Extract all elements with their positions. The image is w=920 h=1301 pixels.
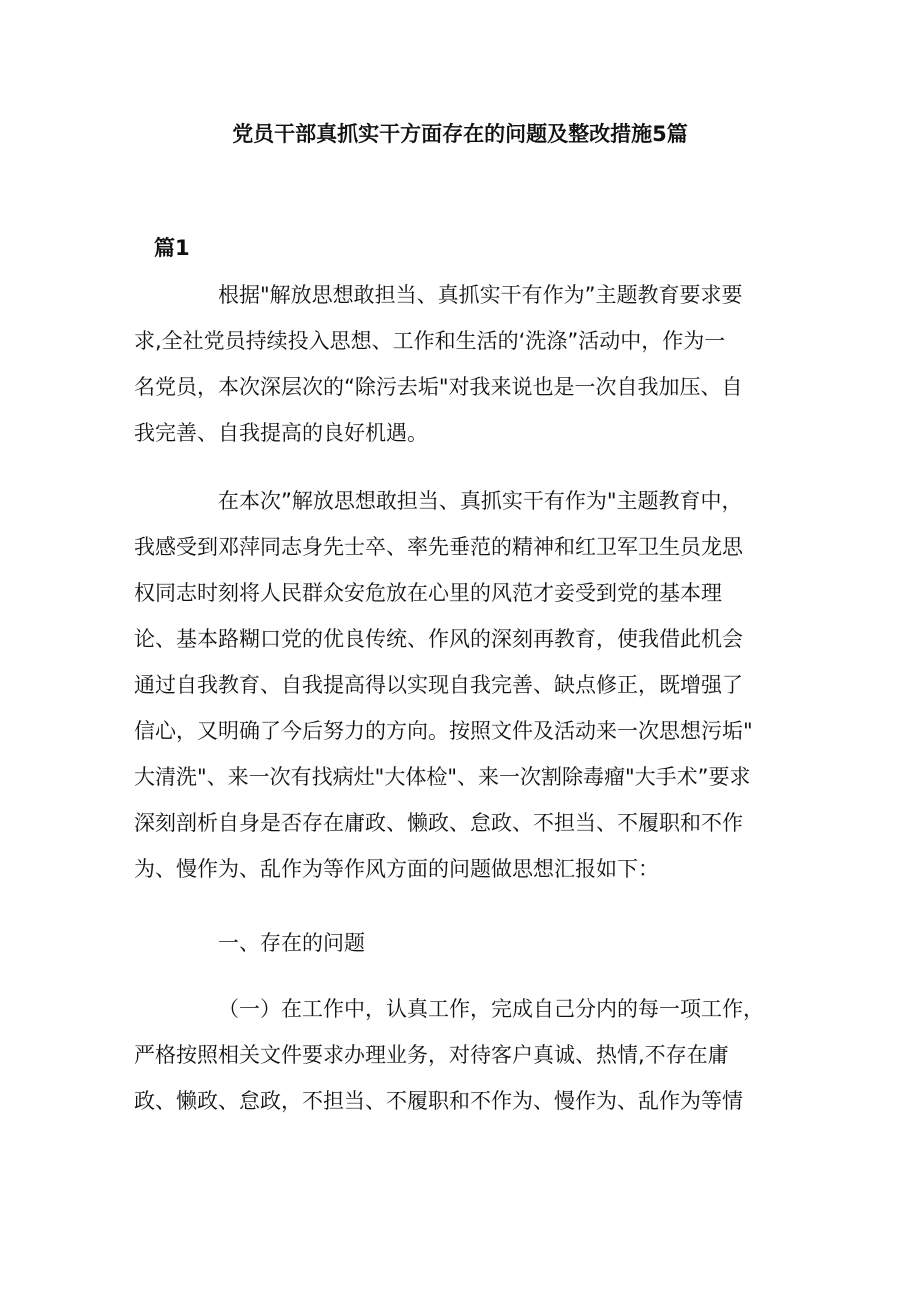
paragraph-line: （一）在工作中，认真工作，完成自己分内的每一项工作， xyxy=(218,997,764,1021)
paragraph-line: 我感受到邓萍同志身先士卒、率先垂范的精神和红卫军卫生员龙思 xyxy=(134,535,743,559)
paragraph-line: 求,全社党员持续投入思想、工作和生活的‘洗涤”活动中，作为一 xyxy=(134,329,726,353)
paragraph-line: 论、基本路糊口党的优良传统、作风的深刻再教育，使我借此机会 xyxy=(134,627,743,651)
section-heading: 篇1 xyxy=(154,236,190,260)
paragraph-1 xyxy=(134,272,794,456)
paragraph-line: 深刻剖析自身是否存在庸政、懒政、怠政、不担当、不履职和不作 xyxy=(134,811,743,835)
paragraph-line: 信心，又明确了今后努力的方向。按照文件及活动来一次思想污垢" xyxy=(134,719,753,743)
paragraph-line: 权同志时刻将人民群众安危放在心里的风范才妾受到党的基本理 xyxy=(134,581,722,605)
paragraph-3 xyxy=(134,986,794,1124)
paragraph-line: 政、懒政、怠政，不担当、不履职和不作为、慢作为、乱作为等情 xyxy=(134,1089,743,1113)
document-title: 党员干部真抓实干方面存在的问题及整改措施5篇 xyxy=(232,122,688,146)
paragraph-2 xyxy=(134,478,794,892)
paragraph-line: 大清洗"、来一次有找病灶"大体检"、来一次割除毒瘤"大手术”要求 xyxy=(134,765,751,789)
paragraph-line: 一、存在的问题 xyxy=(218,931,365,955)
paragraph-line: 根据"解放思想敢担当、真抓实干有作为”主题教育要求要 xyxy=(218,283,743,307)
paragraph-line: 在本次”解放思想敢担当、真抓实干有作为"主题教育中， xyxy=(218,489,743,513)
paragraph-line: 名党员，本次深层次的“除污去垢"对我来说也是一次自我加压、自 xyxy=(134,375,743,399)
paragraph-line: 我完善、自我提高的良好机遇。 xyxy=(134,421,428,445)
subsection-heading xyxy=(134,920,794,966)
paragraph-line: 通过自我教育、自我提高得以实现自我完善、缺点修正，既增强了 xyxy=(134,673,743,697)
paragraph-line: 严格按照相关文件要求办理业务，对待客户真诚、热情,不存在庸 xyxy=(134,1043,729,1067)
paragraph-line: 为、慢作为、乱作为等作风方面的问题做思想汇报如下： xyxy=(134,857,659,881)
